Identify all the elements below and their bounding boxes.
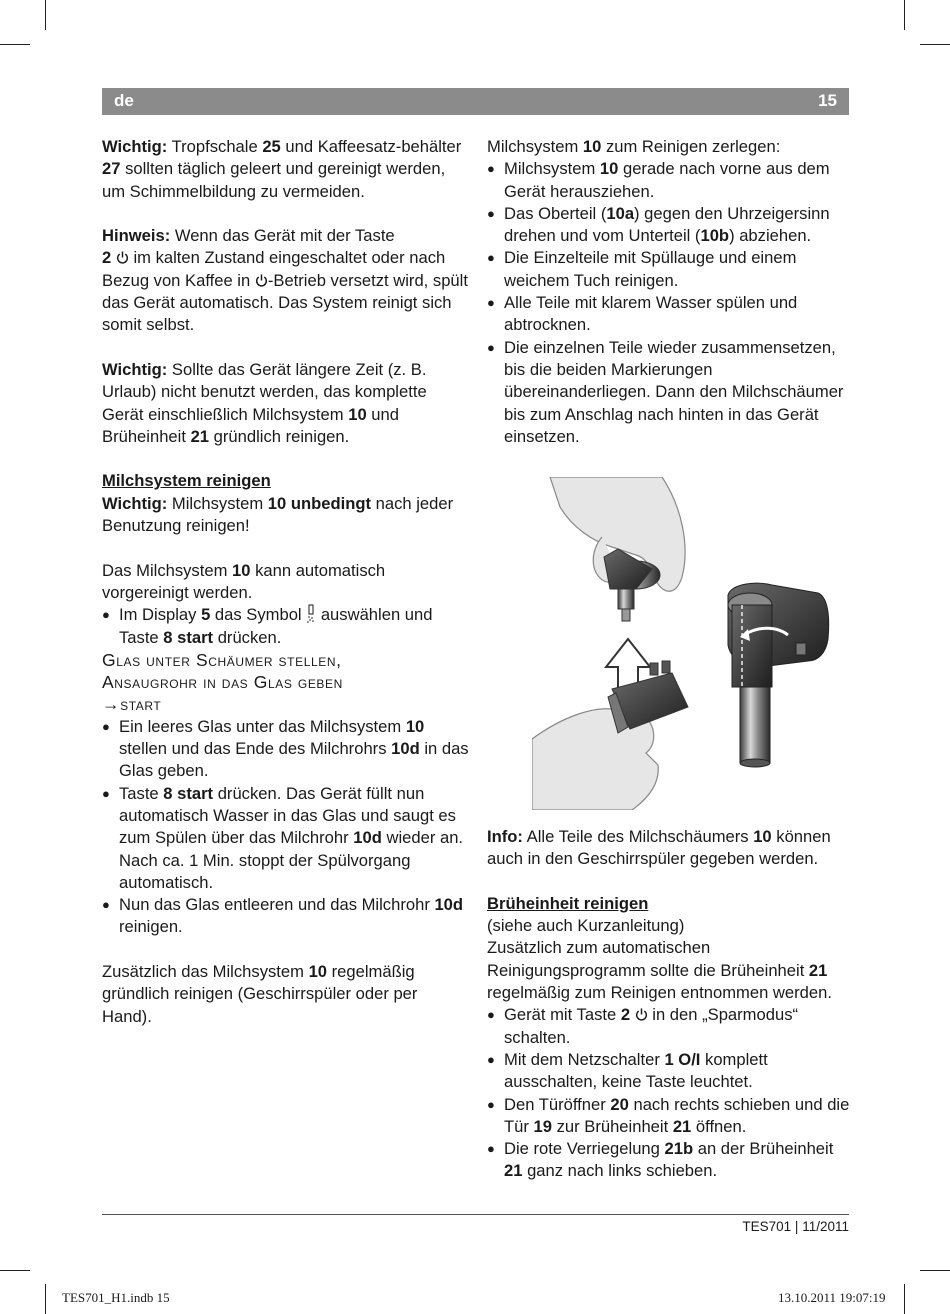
power-icon [255, 274, 268, 287]
paragraph-auto-preclean: Das Milchsystem 10 kann automatisch vorgereinigt werden. [102, 560, 386, 602]
bullet-list-disassemble [487, 158, 851, 448]
bullet-list-display [102, 604, 470, 649]
paragraph-important-drip-tray: Wichtig: Tropfschale 25 und Kaffeesatz-behälter 27 sollten täglich geleert und gereinigt werden, um Schimmelbildung zu vermeiden. [102, 137, 462, 201]
paragraph-info-dishwasher: Info: Alle Teile des Milchschäumers 10 können auch in den Geschirrspüler gegeben werden. [487, 827, 831, 869]
display-message-line: →start [102, 694, 162, 715]
language-code: de [114, 91, 134, 110]
crop-mark [0, 44, 30, 45]
list-item: ● Das Oberteil (10a) gegen den Uhrzeigersinn drehen und vom Unterteil (10b) abziehen. [487, 203, 851, 248]
crop-mark [904, 1284, 905, 1314]
list-item: ● Die einzelnen Teile wieder zusammensetzen, bis die beiden Markierungen übereinanderliegen. Dann den Milchschäumer bis zum Anschlag nach hinten in das Gerät einsetzen. [487, 337, 851, 448]
section-heading-brew-unit: Brüheinheit reinigen [487, 893, 649, 913]
bullet-list-brew-unit [487, 1004, 851, 1182]
list-item: ● Die rote Verriegelung 21b an der Brüheinheit 21 ganz nach links schieben. [487, 1138, 851, 1183]
footer-divider [102, 1214, 849, 1215]
crop-mark [45, 1284, 46, 1314]
crop-mark [920, 1270, 950, 1271]
power-icon [635, 1008, 648, 1021]
list-item: ● Nun das Glas entleeren und das Milchrohr 10d reinigen. [102, 894, 470, 939]
bullet-list-rinse-steps [102, 716, 470, 939]
power-icon [116, 251, 129, 264]
paragraph-important-after-use: Wichtig: Milchsystem 10 unbedingt nach jeder Benutzung reinigen! [102, 493, 454, 536]
paragraph-see-quick-guide: (siehe auch Kurzanleitung) [487, 916, 685, 936]
right-column-top [487, 136, 851, 448]
crop-mark [0, 1270, 30, 1271]
display-message-line: Ansaugrohr in das Glas geben [102, 672, 343, 693]
rinse-symbol-icon [306, 604, 316, 624]
footer-model-date: TES701 | 11/2011 [742, 1219, 849, 1234]
print-slug-file: TES701_H1.indb 15 [62, 1290, 170, 1305]
list-item: ● Milchsystem 10 gerade nach vorne aus dem Gerät herausziehen. [487, 158, 851, 203]
list-item: ● Alle Teile mit klarem Wasser spülen und abtrocknen. [487, 292, 851, 337]
paragraph-regular-cleaning: Zusätzlich das Milchsystem 10 regelmäßig gründlich reinigen (Geschirrspüler oder per Hand). [102, 961, 418, 1026]
list-item: ● Gerät mit Taste 2 in den „Sparmodus“ schalten. [487, 1004, 851, 1049]
paragraph-important-vacation: Wichtig: Sollte das Gerät längere Zeit (z. B. Urlaub) nicht benutzt werden, das komplette Gerät einschließlich Milchsystem 10 und Brüheinheit 21 gründlich reinigen. [102, 359, 427, 446]
list-item: ● Taste 8 start drücken. Das Gerät füllt nun automatisch Wasser in das Glas und saugt es zum Spülen über das Milchrohr 10d wieder an. Nach ca. 1 Min. stoppt der Spülvorgang automatisch. [102, 783, 470, 894]
crop-mark [920, 44, 950, 45]
crop-mark [904, 0, 905, 30]
milk-frother-illustration [532, 477, 850, 810]
crop-mark [45, 0, 46, 30]
section-heading-milk-system: Milchsystem reinigen [102, 471, 271, 491]
paragraph-note-auto-rinse: Hinweis: Wenn das Gerät mit der Taste 2 im kalten Zustand eingeschaltet oder nach Bezug von Kaffee in -Betrieb versetzt wird, spült das Gerät automatisch. Das System reinigt sich somit selbst. [102, 226, 468, 335]
paragraph-brew-unit-intro: Zusätzlich zum automatischen Reinigungsprogramm sollte die Brüheinheit 21 regelmäßig zum Reinigen entnommen werden. [487, 938, 832, 1003]
paragraph-disassemble-intro: Milchsystem 10 zum Reinigen zerlegen: [487, 137, 781, 156]
list-item: ● Die Einzelteile mit Spüllauge und einem weichem Tuch reinigen. [487, 247, 851, 292]
right-column-bottom [487, 826, 851, 1183]
list-item: ● Ein leeres Glas unter das Milchsystem 10 stellen und das Ende des Milchrohrs 10d in das Glas geben. [102, 716, 470, 783]
page-header [102, 88, 849, 115]
left-column [102, 136, 470, 1028]
display-message-line: Glas unter Schäumer stellen, [102, 649, 342, 670]
list-item: ● Mit dem Netzschalter 1 O/I komplett ausschalten, keine Taste leuchtet. [487, 1049, 851, 1094]
list-item: ● Im Display 5 das Symbol auswählen und Taste 8 start drücken. [102, 604, 470, 649]
print-slug-timestamp: 13.10.2011 19:07:19 [778, 1290, 886, 1305]
page-number: 15 [818, 91, 837, 110]
list-item: ● Den Türöffner 20 nach rechts schieben und die Tür 19 zur Brüheinheit 21 öffnen. [487, 1094, 851, 1139]
